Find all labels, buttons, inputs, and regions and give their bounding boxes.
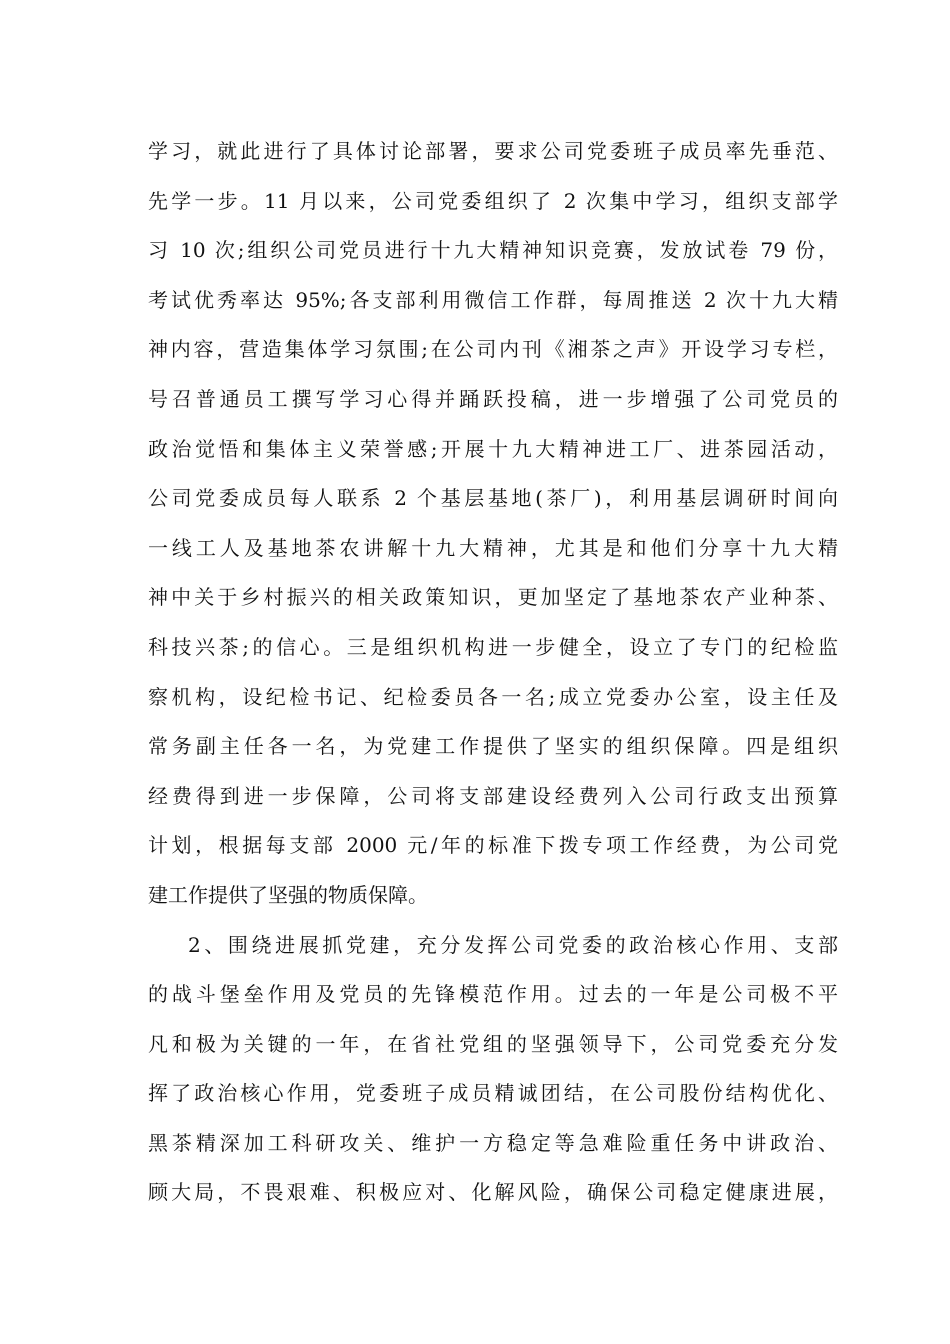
- text-line: 计划，根据每支部 2000 元/年的标准下拨专项工作经费，为公司党: [148, 833, 838, 858]
- text-line: 考试优秀率达 95%;各支部利用微信工作群，每周推送 2 次十九大精: [148, 287, 838, 312]
- text-line: 神中关于乡村振兴的相关政策知识，更加坚定了基地茶农产业种茶、: [148, 585, 838, 610]
- text-line: 的战斗堡垒作用及党员的先锋模范作用。过去的一年是公司极不平: [148, 982, 838, 1007]
- text-line: 顾大局，不畏艰难、积极应对、化解风险，确保公司稳定健康进展，: [148, 1180, 838, 1205]
- text-line: 2、围绕进展抓党建，充分发挥公司党委的政治核心作用、支部: [188, 932, 838, 957]
- text-line: 经费得到进一步保障，公司将支部建设经费列入公司行政支出预算: [148, 783, 838, 808]
- text-line: 建工作提供了坚强的物质保障。: [148, 882, 428, 907]
- text-line: 凡和极为关键的一年，在省社党组的坚强领导下，公司党委充分发: [148, 1031, 838, 1056]
- text-line: 神内容，营造集体学习氛围;在公司内刊《湘茶之声》开设学习专栏，: [148, 337, 838, 362]
- text-line: 挥了政治核心作用，党委班子成员精诚团结，在公司股份结构优化、: [148, 1081, 838, 1106]
- text-line: 科技兴茶;的信心。三是组织机构进一步健全，设立了专门的纪检监: [148, 634, 838, 659]
- paragraph-2: [148, 921, 838, 1219]
- text-line: 号召普通员工撰写学习心得并踊跃投稿，进一步增强了公司党员的: [148, 386, 838, 411]
- text-line: 察机构，设纪检书记、纪检委员各一名;成立党委办公室，设主任及: [148, 684, 838, 709]
- document-body: [148, 127, 838, 1218]
- text-line: 黑茶精深加工科研攻关、维护一方稳定等急难险重任务中讲政治、: [148, 1130, 838, 1155]
- text-line: 学习，就此进行了具体讨论部署，要求公司党委班子成员率先垂范、: [148, 139, 838, 163]
- text-line: 习 10 次;组织公司党员进行十九大精神知识竞赛，发放试卷 79 份，: [148, 238, 838, 263]
- paragraph-1: [148, 127, 838, 921]
- text-line: 先学一步。11 月以来，公司党委组织了 2 次集中学习，组织支部学: [148, 188, 838, 213]
- text-line: 政治觉悟和集体主义荣誉感;开展十九大精神进工厂、进茶园活动，: [148, 436, 838, 461]
- text-line: 一线工人及基地茶农讲解十九大精神，尤其是和他们分享十九大精: [148, 535, 838, 560]
- text-line: 公司党委成员每人联系 2 个基层基地(茶厂)，利用基层调研时间向: [148, 486, 838, 511]
- text-line: 常务副主任各一名，为党建工作提供了坚实的组织保障。四是组织: [148, 734, 838, 759]
